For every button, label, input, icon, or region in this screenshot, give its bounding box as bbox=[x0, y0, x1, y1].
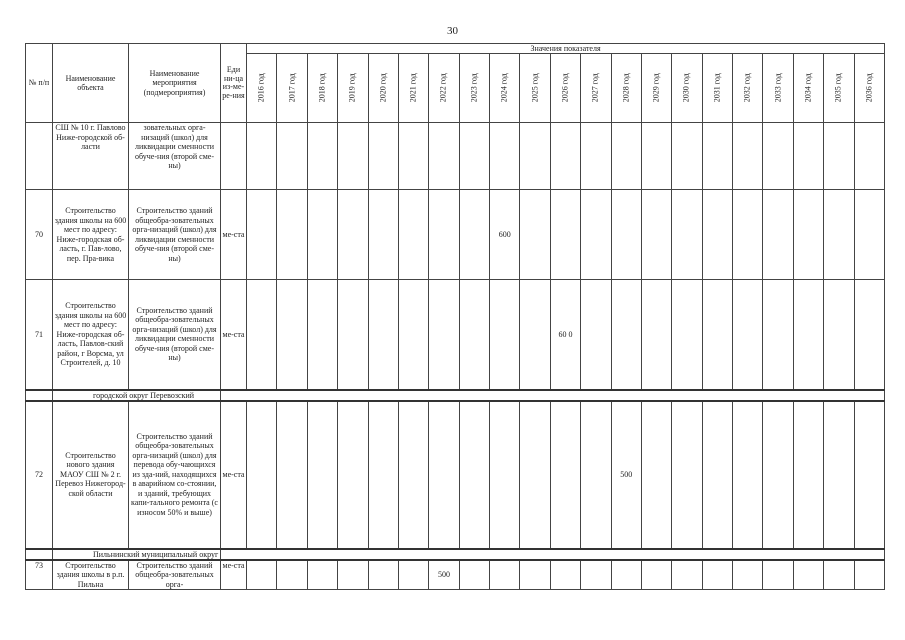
value-cell: 600 bbox=[490, 190, 520, 280]
value-cell bbox=[247, 560, 277, 590]
value-cell bbox=[581, 280, 611, 390]
value-cell bbox=[429, 190, 459, 280]
value-cell bbox=[398, 401, 428, 549]
header-year bbox=[611, 54, 641, 123]
section-label: Пильнинский муниципальный округ bbox=[53, 549, 221, 560]
value-cell bbox=[247, 123, 277, 190]
value-cell bbox=[702, 123, 732, 190]
value-cell bbox=[672, 560, 702, 590]
event-name: зовательных орга-низаций (школ) для ликвидации сменности обуче-ния (второй сме-ны) bbox=[135, 123, 214, 170]
value-cell bbox=[854, 401, 885, 549]
header-year bbox=[854, 54, 885, 123]
section-filler bbox=[221, 549, 885, 560]
table-row bbox=[26, 123, 885, 190]
value-cell bbox=[307, 560, 337, 590]
indicator-table bbox=[25, 43, 885, 590]
header-year bbox=[793, 54, 823, 123]
header-year bbox=[338, 54, 368, 123]
value-cell bbox=[824, 401, 854, 549]
value-cell bbox=[459, 401, 489, 549]
header-object-name: Наименование объекта bbox=[53, 44, 129, 123]
value-cell bbox=[793, 401, 823, 549]
header-year bbox=[581, 54, 611, 123]
event-name-cell bbox=[129, 401, 221, 549]
value-cell bbox=[763, 123, 793, 190]
value-cell bbox=[429, 401, 459, 549]
object-name-cell bbox=[53, 401, 129, 549]
value-cell bbox=[672, 401, 702, 549]
event-name-cell bbox=[129, 190, 221, 280]
object-name: Строительство нового здания МАОУ СШ № 2 г. Перевоз Нижегород-ской области bbox=[55, 450, 126, 498]
value-cell bbox=[702, 560, 732, 590]
value-cell bbox=[277, 560, 307, 590]
year-label: 2025 год bbox=[530, 73, 540, 103]
header-year bbox=[641, 54, 671, 123]
event-name-cell bbox=[129, 123, 221, 190]
value-cell bbox=[672, 190, 702, 280]
event-name: Строительство зданий общеобра-зовательных орга-низаций (школ) для ликвидации сменности обуче-ния (второй сме-ны) bbox=[132, 206, 217, 263]
year-label: 2022 год bbox=[439, 73, 449, 103]
year-label: 2033 год bbox=[773, 73, 783, 103]
value-cell bbox=[581, 123, 611, 190]
event-name: Строительство зданий общеобра-зовательных орга-низаций (школ) для ликвидации сменности обуче-ния (второй сме-ны) bbox=[132, 305, 217, 363]
value-cell bbox=[793, 123, 823, 190]
value-cell bbox=[398, 123, 428, 190]
value-cell bbox=[398, 560, 428, 590]
value-cell bbox=[247, 401, 277, 549]
value-cell bbox=[459, 123, 489, 190]
section-label: городской округ Перевозский bbox=[53, 390, 221, 401]
value-cell bbox=[520, 560, 550, 590]
value-cell bbox=[733, 280, 763, 390]
header-year bbox=[307, 54, 337, 123]
year-label: 2032 год bbox=[742, 73, 752, 103]
header-num: № п/п bbox=[26, 44, 53, 123]
unit-cell: ме-ста bbox=[221, 401, 247, 549]
value-cell bbox=[368, 560, 398, 590]
header-year bbox=[733, 54, 763, 123]
value-cell bbox=[459, 280, 489, 390]
header-year bbox=[398, 54, 428, 123]
value-cell bbox=[793, 190, 823, 280]
section-spacer bbox=[26, 390, 53, 401]
event-name: Строительство зданий общеобра-зовательных орга-низаций (школ) для перевода обу-чающихся из зда-ний, находящихся в аварийном со-стоянии, и зданий, требующих капи-тального ремонта (с износом 50% и выше) bbox=[131, 431, 218, 517]
value-cell bbox=[277, 401, 307, 549]
event-name-cell bbox=[129, 560, 221, 590]
value-cell bbox=[672, 123, 702, 190]
value-cell bbox=[338, 401, 368, 549]
value-cell bbox=[277, 190, 307, 280]
value-cell bbox=[611, 123, 641, 190]
value-cell bbox=[854, 190, 885, 280]
value-cell bbox=[733, 190, 763, 280]
value-cell bbox=[854, 560, 885, 590]
value-cell bbox=[672, 280, 702, 390]
header-year bbox=[247, 54, 277, 123]
value-cell bbox=[247, 190, 277, 280]
value-cell bbox=[277, 280, 307, 390]
object-name-cell bbox=[53, 560, 129, 590]
value-cell bbox=[550, 560, 580, 590]
row-number bbox=[26, 123, 53, 190]
value-cell bbox=[368, 401, 398, 549]
year-label: 2028 год bbox=[621, 73, 631, 103]
value-cell bbox=[398, 190, 428, 280]
value-cell bbox=[277, 123, 307, 190]
value-cell bbox=[763, 401, 793, 549]
unit-cell: ме-ста bbox=[221, 560, 247, 590]
value-cell bbox=[307, 190, 337, 280]
page-number: 30 bbox=[447, 25, 458, 37]
event-name: Строительство зданий общеобра-зовательных орга- bbox=[135, 560, 214, 589]
value-cell bbox=[702, 190, 732, 280]
object-name: Строительство здания школы на 600 мест по адресу: Ниже-городская об-ласть, г. Пав-лово, пер. Пра-вика bbox=[54, 206, 127, 263]
value-cell bbox=[490, 560, 520, 590]
value-cell bbox=[520, 401, 550, 549]
header-values-group: Значения показателя bbox=[247, 44, 885, 54]
year-label: 2024 год bbox=[499, 73, 509, 103]
header-year bbox=[824, 54, 854, 123]
table-row bbox=[26, 560, 885, 590]
year-label: 2016 год bbox=[256, 73, 266, 103]
value-cell: 500 bbox=[611, 401, 641, 549]
value-cell bbox=[490, 401, 520, 549]
year-label: 2018 год bbox=[317, 73, 327, 103]
value-cell bbox=[520, 280, 550, 390]
value-cell bbox=[641, 123, 671, 190]
header-year bbox=[550, 54, 580, 123]
section-spacer bbox=[26, 549, 53, 560]
value-cell bbox=[459, 190, 489, 280]
value-cell bbox=[368, 190, 398, 280]
value-cell bbox=[702, 280, 732, 390]
value-cell bbox=[793, 280, 823, 390]
value-cell bbox=[307, 123, 337, 190]
value-cell bbox=[368, 280, 398, 390]
value-cell bbox=[338, 560, 368, 590]
table-row bbox=[26, 190, 885, 280]
value-cell bbox=[641, 401, 671, 549]
table-row bbox=[26, 401, 885, 549]
year-label: 2021 год bbox=[408, 73, 418, 103]
year-label: 2020 год bbox=[378, 73, 388, 103]
year-label: 2031 год bbox=[712, 73, 722, 103]
unit-cell bbox=[221, 123, 247, 190]
year-label: 2034 год bbox=[803, 73, 813, 103]
section-row bbox=[26, 390, 885, 401]
row-number: 72 bbox=[26, 401, 53, 549]
header-year bbox=[429, 54, 459, 123]
year-label: 2019 год bbox=[348, 73, 358, 103]
value-cell bbox=[702, 401, 732, 549]
year-label: 2036 год bbox=[864, 73, 874, 103]
section-filler bbox=[221, 390, 885, 401]
value-cell bbox=[611, 190, 641, 280]
year-label: 2029 год bbox=[651, 73, 661, 103]
table-row bbox=[26, 280, 885, 390]
object-name-cell bbox=[53, 123, 129, 190]
unit-cell: ме-ста bbox=[221, 280, 247, 390]
section-row bbox=[26, 549, 885, 560]
header-year bbox=[277, 54, 307, 123]
value-cell bbox=[338, 280, 368, 390]
header-year bbox=[763, 54, 793, 123]
value-cell bbox=[733, 401, 763, 549]
value-cell bbox=[763, 560, 793, 590]
value-cell bbox=[550, 401, 580, 549]
value-cell bbox=[429, 123, 459, 190]
value-cell bbox=[641, 560, 671, 590]
year-label: 2017 год bbox=[287, 73, 297, 103]
header-year bbox=[702, 54, 732, 123]
value-cell bbox=[550, 123, 580, 190]
value-cell: 500 bbox=[429, 560, 459, 590]
object-name: Строительство здания школы в р.п. Пильна bbox=[56, 560, 125, 589]
year-label: 2026 год bbox=[560, 73, 570, 103]
object-name-cell bbox=[53, 280, 129, 390]
value-cell bbox=[459, 560, 489, 590]
header-year bbox=[520, 54, 550, 123]
row-number: 71 bbox=[26, 280, 53, 390]
value-cell bbox=[611, 280, 641, 390]
header-year bbox=[459, 54, 489, 123]
value-cell bbox=[641, 280, 671, 390]
value-cell bbox=[611, 560, 641, 590]
value-cell bbox=[429, 280, 459, 390]
value-cell bbox=[581, 190, 611, 280]
value-cell bbox=[733, 560, 763, 590]
value-cell: 60 0 bbox=[550, 280, 580, 390]
value-cell bbox=[824, 560, 854, 590]
value-cell bbox=[550, 190, 580, 280]
header-year bbox=[672, 54, 702, 123]
header-year bbox=[368, 54, 398, 123]
value-cell bbox=[520, 190, 550, 280]
object-name: СШ № 10 г. Павлово Ниже-городской об-ласти bbox=[55, 123, 126, 151]
object-name-cell bbox=[53, 190, 129, 280]
year-label: 2023 год bbox=[469, 73, 479, 103]
value-cell bbox=[763, 280, 793, 390]
value-cell bbox=[793, 560, 823, 590]
header-unit: Еди ни-ца из-ме-ре-ния bbox=[221, 44, 247, 123]
value-cell bbox=[368, 123, 398, 190]
value-cell bbox=[490, 280, 520, 390]
value-cell bbox=[581, 560, 611, 590]
object-name: Строительство здания школы на 600 мест по адресу: Ниже-городская об-ласть, Павлов-ский район, г Ворсма, ул Строителей, д. 10 bbox=[54, 301, 127, 367]
value-cell bbox=[763, 190, 793, 280]
value-cell bbox=[307, 280, 337, 390]
value-cell bbox=[824, 190, 854, 280]
row-number: 73 bbox=[26, 560, 53, 590]
header-event-name: Наименование мероприятия (подмероприятия) bbox=[129, 44, 221, 123]
year-label: 2027 год bbox=[591, 73, 601, 103]
year-label: 2030 год bbox=[682, 73, 692, 103]
value-cell bbox=[520, 123, 550, 190]
value-cell bbox=[490, 123, 520, 190]
value-cell bbox=[338, 123, 368, 190]
year-label: 2035 год bbox=[834, 73, 844, 103]
value-cell bbox=[307, 401, 337, 549]
value-cell bbox=[733, 123, 763, 190]
unit-cell: ме-ста bbox=[221, 190, 247, 280]
value-cell bbox=[854, 280, 885, 390]
value-cell bbox=[824, 280, 854, 390]
event-name-cell bbox=[129, 280, 221, 390]
row-number: 70 bbox=[26, 190, 53, 280]
value-cell bbox=[824, 123, 854, 190]
value-cell bbox=[247, 280, 277, 390]
value-cell bbox=[338, 190, 368, 280]
value-cell bbox=[641, 190, 671, 280]
value-cell bbox=[398, 280, 428, 390]
value-cell bbox=[854, 123, 885, 190]
header-year bbox=[490, 54, 520, 123]
value-cell bbox=[581, 401, 611, 549]
